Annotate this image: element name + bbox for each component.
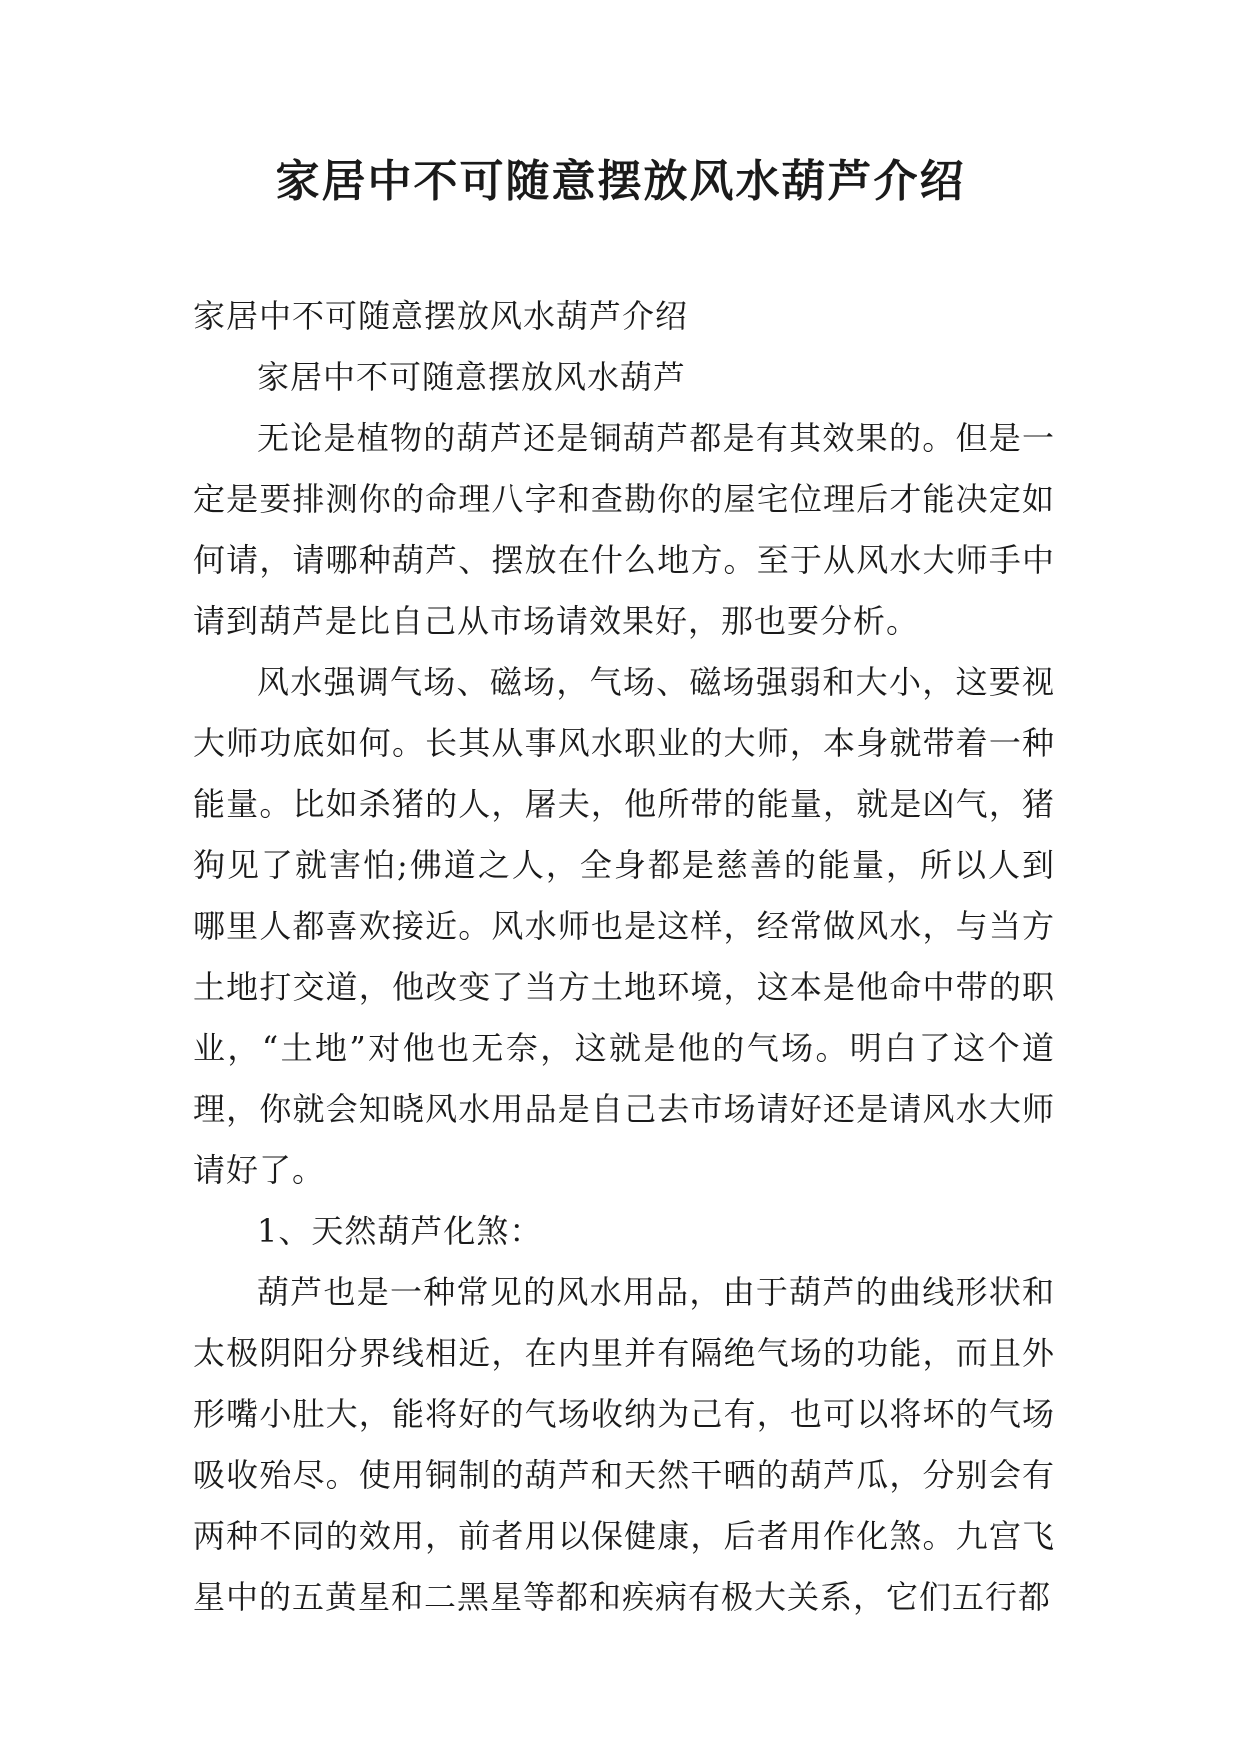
paragraph-heading: 家居中不可随意摆放风水葫芦介绍 [193,297,689,335]
section-heading: 1、天然葫芦化煞： [257,1212,543,1250]
paragraph: 无论是植物的葫芦还是铜葫芦都是有其效果的。但是一定是要排测你的命理八字和查勘你的屋宅位理后才能决定如何请，请哪种葫芦、摆放在什么地方。至于从风水大师手中请到葫芦是比自己从市场请效果好，那也要分析。 [193,419,1055,640]
paragraph: 风水强调气场、磁场，气场、磁场强弱和大小，这要视大师功底如何。长其从事风水职业的大师，本身就带着一种能量。比如杀猪的人，屠夫，他所带的能量，就是凶气，猪狗见了就害怕;佛道之人，全身都是慈善的能量，所以人到哪里人都喜欢接近。风水师也是这样，经常做风水，与当方土地打交道，他改变了当方土地环境，这本是他命中带的职业，“土地”对他也无奈，这就是他的气场。明白了这个道理，你就会知晓风水用品是自己去市场请好还是请风水大师请好了。 [193,663,1055,1189]
document-body [193,286,1055,1628]
paragraph-subheading: 家居中不可随意摆放风水葫芦 [257,358,687,396]
document-title: 家居中不可随意摆放风水葫芦介绍 [275,156,966,207]
paragraph: 葫芦也是一种常见的风水用品，由于葫芦的曲线形状和太极阴阳分界线相近，在内里并有隔绝气场的功能，而且外形嘴小肚大，能将好的气场收纳为己有，也可以将坏的气场吸收殆尽。使用铜制的葫芦和天然干晒的葫芦瓜，分别会有两种不同的效用，前者用以保健康，后者用作化煞。九宫飞星中的五黄星和二黑星等都和疾病有极大关系，它们五行都 [193,1273,1055,1616]
